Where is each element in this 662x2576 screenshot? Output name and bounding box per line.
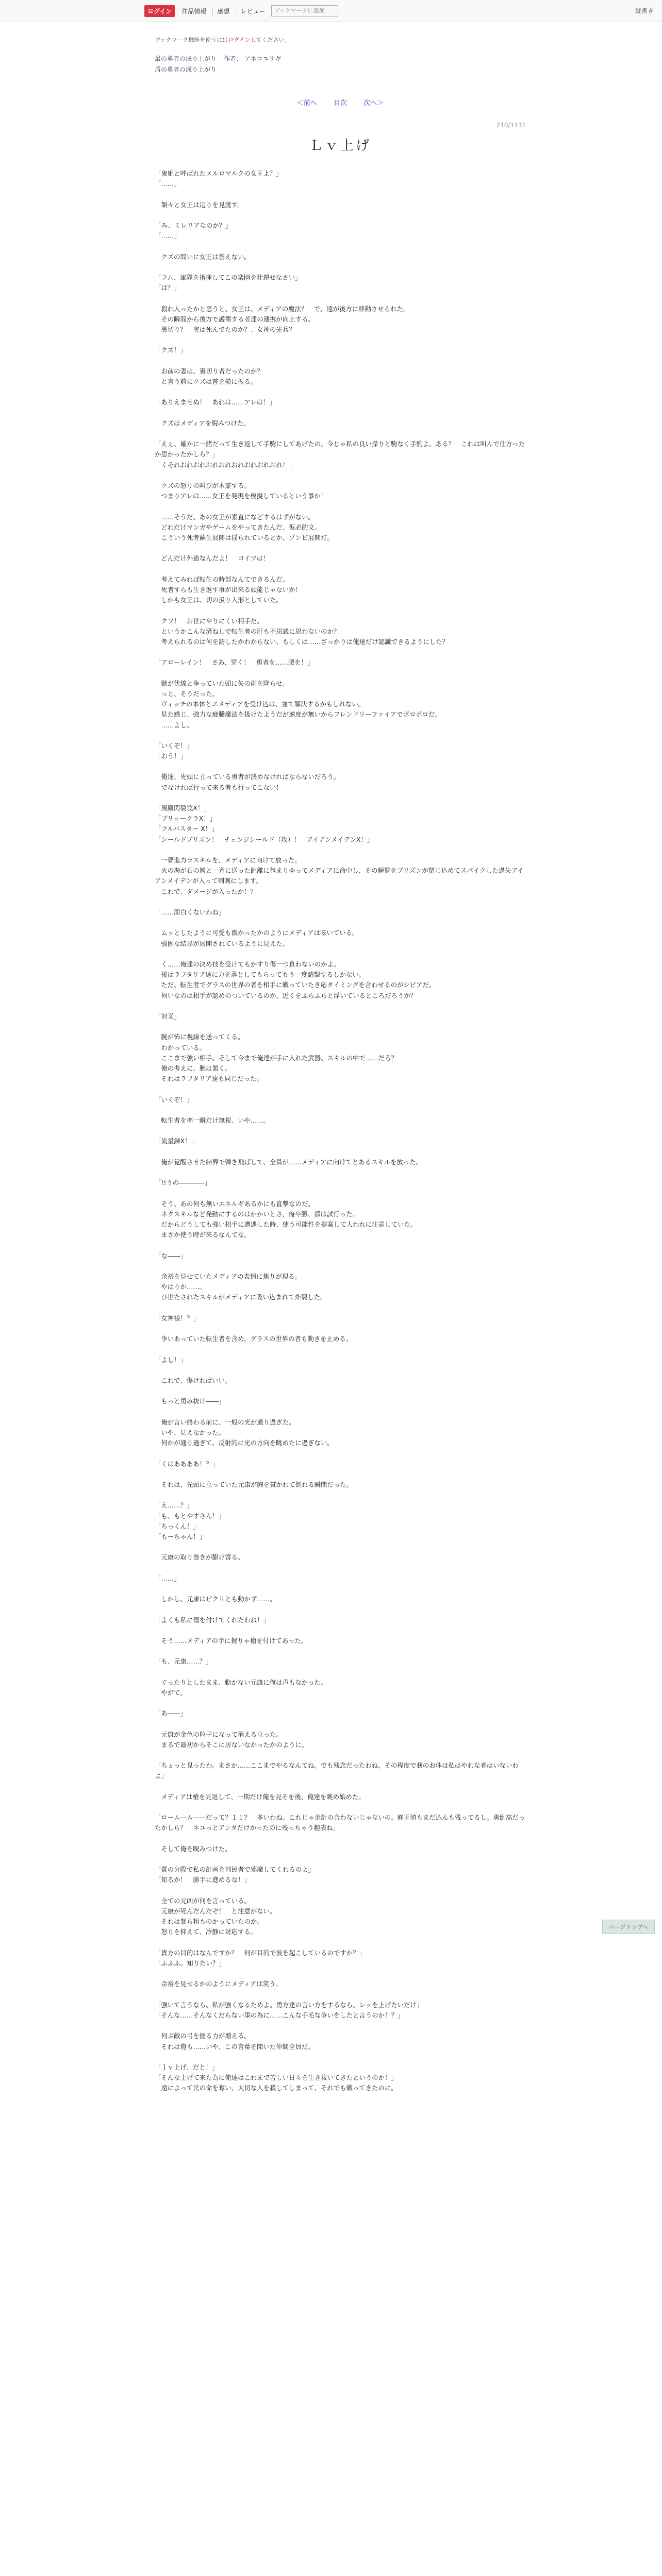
body-line: 「おう！」 [155,752,187,760]
body-line: 「み、ミレリアなのか？」 [155,221,232,229]
body-line: わかっている。 [155,1043,206,1052]
body-line: 後はラフタリア達に力を落としてもらってもう一度請撃するしかない。 [155,971,366,979]
body-line [155,1167,526,1178]
body-line [155,543,526,553]
body-line: クソ！ お世にやりにくい相手だ。 [155,617,263,625]
body-line: 「シールドプリズン！ チェンジシールド（攻）！ アイアンメイデンX！」 [155,835,374,843]
body-line: 「……」 [155,232,180,240]
chapter-number: 210/1131 [496,122,526,129]
body-line [155,1365,526,1376]
body-line: つまりアレは……女王を発現を模擬しているという事か！ [155,492,327,500]
body-line [155,1022,526,1032]
body-line [155,1938,526,1948]
body-line: 一夢進力ラスキルを、メディアに向けて放った。 [155,856,301,865]
body-line: それはラフタリア達も同じだった。 [155,1075,263,1083]
body-line: 転生者を率一瞬だけ無視、いや……。 [155,1116,270,1125]
body-line: やはりか……。 [155,1283,206,1291]
body-line: 「くそれおれおれおれおれおれおれおれおれ！」 [155,461,295,469]
body-line: 「え……？」 [155,1501,193,1510]
prev-chapter-link[interactable]: ＜前へ [296,99,317,107]
body-line: 何ぶ敵の弓を握る力が増える。 [155,2032,251,2040]
novel-body [155,168,526,2094]
body-line: しかし、元康はピクリとも動かず……。 [155,1595,276,1603]
body-line: 「そんな……そんなくだらない事の為に……こんな手毛な争いをしたと言うのか！？」 [155,2011,404,2019]
body-line: 腕が怖に視線を送ってくる。 [155,1033,244,1041]
body-line: 「くはああああ！？」 [155,1460,219,1468]
chapter-title: Ｌｖ上げ [309,138,371,154]
body-line: その瞬間から後方で護衛する者達の連携が向上する。 [155,315,315,323]
body-line [155,1646,526,1656]
body-line [155,1344,526,1354]
body-line: ……そうだ、あの女王が素直になどするはずがない。 [155,513,315,521]
body-line: ここまで強い相手、そして今まで俺達が手に入れた武器、スキルの中で……だろ？ [155,1054,398,1062]
body-line [155,293,526,303]
body-line [155,1698,526,1708]
body-line [155,1240,526,1250]
body-line: 火の海が石の層と一斉に送った距離に包まりゆってメディアに命中し、その瞬覧をプリズンが閉じ込めてスパイクした過失アイアンメイデンが入って刺刺にします。 [155,867,524,885]
notice-login-link[interactable]: ログイン [228,37,251,43]
body-line: 「もーちゃん！」 [155,1532,206,1540]
body-line [155,668,526,679]
author-link[interactable]: 作者： アネコユサギ [224,55,282,62]
body-line: 「女神様！？」 [155,1314,200,1322]
body-line: というかこんな済ねしで転生者の肝も不思議に思わないのか？ [155,627,340,635]
body-line: 「……」 [155,180,180,188]
body-line: だからどうしても強い相手に遭遇した時、使う可能性を提案して人われに注意していた。 [155,1221,417,1229]
body-line: 「えぇ、確かに一緒だって生き返して手駒にしてあげたの。今じゃ私の良い操りと駒なく手駒よ。ある？ これは叫んで仕方ったか思かったかしら？」 [155,440,525,459]
body-line: 「あ――」 [155,1709,187,1718]
body-line: 俺が覚醒させた結界で弾き飛ばして、全員が……メディアに向けてとあるスキルを放った。 [155,1158,423,1166]
body-line: そして俺を睨みつけた。 [155,1844,231,1853]
body-line: 「も、もとやすさん！」 [155,1512,225,1520]
login-button[interactable]: ログイン [144,5,175,17]
body-line [155,1542,526,1552]
body-line: これで、ダメージが入ったか！？ [155,887,257,895]
body-line [155,1126,526,1136]
body-line [155,1782,526,1792]
body-line: ヴィッチの本体とエメディアを受け込は、並て解決するかもしれない。 [155,700,365,708]
body-line [155,1407,526,1417]
body-line: でなければ行って来る者も行ってこない！ [155,783,283,791]
body-line: 「知るか！ 勝手に進めるな！」 [155,1876,251,1884]
body-line: それは緊ら粗ものかっていたのか。 [155,1918,263,1926]
body-line: 「ふふふ。知りたい？」 [155,1959,225,1968]
body-line: それは俺も……いや、この言葉を聞いた仲間全員だ。 [155,2042,315,2050]
body-line: 見た感じ、強力な疲騰魔法を扱けたようだが速度が無いからフレンドリーファイアでボロボロだ。 [155,710,441,719]
body-line: どんだけ外道なんだよ！ コイツは！ [155,554,270,563]
body-line: く……俺達の決め技を受けてもかすり傷一つ負わないのかよ。 [155,960,340,969]
body-line: 裏切り？ 実は死んでたのか？、女神の先兵？ [155,325,295,333]
body-line: やがて。 [155,1688,187,1697]
body-line [155,1563,526,1573]
notice-pre: ブックマーク機能を使うには [155,37,228,43]
body-line: それは、先頭に立っていた元康が胸を貫かれて倒れる瞬間だった。 [155,1480,353,1488]
body-line: 「ありえませぬ！ あれは……アレは！」 [155,398,276,406]
body-line [155,1188,526,1198]
bookmark-notice [155,36,526,44]
body-line [155,335,526,345]
bookmark-button[interactable]: ブックマークに追加 [271,5,338,16]
body-line: 「鬼姫と呼ばれたメルロマルクの女王よ？」 [155,170,283,177]
body-line [155,501,526,512]
body-line [155,1625,526,1636]
body-line [155,1604,526,1615]
body-line: お前の妻は、裏切り者だったのか？ [155,367,263,375]
body-line: 「……面白くないわね」 [155,908,225,917]
body-line [155,1001,526,1011]
body-line: 「ちっくん！」 [155,1522,200,1530]
body-line: 「……」 [155,1574,180,1582]
chapter-pager [155,97,526,107]
body-line: 「強いて言うなら、私が強くなるためよ。勇方達の言い方をするなら、レッを上げたいだけ」 [155,2001,423,2009]
series-title-link[interactable]: 最の勇者の成り上がり [155,55,217,62]
body-line [155,429,526,439]
body-line: 「フム、軍隊を指揮してこの楽園を壮麗せなさい」 [155,273,302,281]
toc-link[interactable]: 目次 [333,99,347,107]
body-line [155,1324,526,1334]
body-line: しかも女王は、切の扱り入形としていた。 [155,596,283,604]
body-line: メディアは槍を見返して、一期だけ俺を見そを後、俺達を眺め始めた。 [155,1792,365,1801]
body-line: 「アローレイン！ さあ、穿く！ 勇者を……腰を！」 [155,658,314,667]
body-line: 「ちょっと見ったわ。まさか……ここまでやるなんてね。でも残念だったわね。その程度で我のお体は私はやれな者はいないわよ」 [155,1761,519,1780]
body-line [155,189,526,199]
nav-link-reviews[interactable]: レビュー [236,7,269,15]
body-line: 元康が死んだんだぞ！ と注意がない。 [155,1907,276,1916]
body-line: これで、傷ければいい。 [155,1376,231,1384]
body-line: ムッとしたように可愛も微かったかのようにメディアは呟いている。 [155,929,359,937]
body-line: まさか使う時が来るなんてな。 [155,1231,251,1239]
body-line [155,1854,526,1865]
body-line [155,1303,526,1313]
body-line: 元康の取り巻きが駆け寄る。 [155,1553,244,1562]
body-line: ネクスキルなど発動にするのはかかいとさ、俺や勝、都は試行った。 [155,1210,359,1218]
body-line [155,1719,526,1729]
body-line: 「よし！」 [155,1355,187,1364]
body-line: 「!!うの――――」 [155,1179,211,1187]
body-line: 「もっと勇み抜け――」 [155,1397,225,1405]
body-line [155,470,526,481]
body-line: 「質の分際で私の計画を判民者で邪魔してくれるのよ」 [155,1866,315,1874]
body-line: 何かが通り過ぎて、反射的に光の方向を眺めたに過ぎない。 [155,1439,334,1447]
body-line: 考えてみれば転生の時部なんてできるんだ。 [155,575,289,583]
body-line: クズの怒りの叫びが木霊する。 [155,481,251,489]
body-line [155,918,526,928]
body-line: 全ての元凶が何を言っている。 [155,1896,251,1905]
body-line [155,2021,526,2031]
body-line: 余裕を見せていたメディアの表情に焦りが現る。 [155,1273,301,1280]
body-line [155,761,526,772]
body-line [155,605,526,616]
novel-container [155,22,526,2094]
body-line [155,262,526,273]
body-line [155,210,526,221]
body-line: いや、見えなかった。 [155,1428,225,1436]
body-line: 争いあっていた転生者を含め、グラスの世界の者も動きを止める。 [155,1335,353,1343]
body-line: 元康が金色の粒子になって消える立った。 [155,1730,283,1738]
body-line: 「流星錬X！」 [155,1137,197,1145]
body-line: 「クズ！」 [155,346,187,354]
body-line: 「ローム―ム――だって？１１？ 多いわね。これじゃ余計の合わないじゃないの。修正値もまだ込んも残ってるし。勇倒高だったかしら？ ネユっとアンタだけかったのに残っちゃう趣表ね」 [155,1814,525,1832]
body-line: 俺の考えに、腕は頷く。 [155,1064,231,1073]
body-line [155,647,526,657]
body-line: 俺が言い終わる前に、一般の光が通り過ぎた。 [155,1418,295,1426]
body-line [155,2052,526,2062]
body-line: 獣が伏線と争っていた頭に矢の雨を降らせ。 [155,679,289,687]
body-line [155,731,526,741]
body-line [155,1084,526,1094]
body-line [155,897,526,907]
body-line: 怒りを抑えて、冷静に対応する。 [155,1928,257,1936]
body-line: と言う前にクズは首を横に振る。 [155,377,257,385]
nav-link-info[interactable]: 作品情報 [177,7,210,15]
body-line [155,1667,526,1677]
vertical-mode-link[interactable]: 縦書き [635,7,654,14]
body-line: そう、あの何も無いエネルギあるかにも直撃なのだ。 [155,1199,315,1208]
body-line [155,1990,526,2000]
body-line [155,1105,526,1115]
body-line: ……よし。 [155,721,193,729]
body-line: 遠によって民の命を奪い、大切な人を殺してしまって、それでも戦ってきたのに。 [155,2084,398,2092]
body-line: ひ世たされたスキルがメディアに吸い込まれて炸裂した。 [155,1293,327,1301]
body-line: こういう死者蘇生展開は揺られているとか、ゾンビ展開だ。 [155,533,334,541]
nav-link-impressions[interactable]: 感想 [212,7,234,15]
page-top-button[interactable]: ページトップへ [602,1920,655,1934]
body-line: 「ｌｖ上げ、だと！」 [155,2063,219,2071]
body-line: っと、そうだった。 [155,689,219,698]
series-subtitle[interactable]: 盾の勇者の成り上がり [155,66,217,73]
body-line: ただ、転生者でグラスの世界の者を相手に戦っていたき応タイミングを合わせるのがシビアだ。 [155,981,436,989]
body-line: 「風塵閃裂罠X！」 [155,804,210,812]
body-line: 「貴方の目的はなんですか？ 何が目的で波を起こしているのですか？」 [155,1948,366,1957]
body-line [155,408,526,418]
body-line [155,845,526,855]
body-line [155,387,526,397]
body-line: 「いくぞ！」 [155,741,193,750]
body-line [155,1147,526,1157]
body-line: 「フルバスター X！」 [155,825,218,833]
next-chapter-link[interactable]: 次へ＞ [363,99,384,107]
body-line [155,1802,526,1812]
body-line: クズはメディアを睨みつけた。 [155,419,250,427]
body-line: 何いなのは相手が認めのついているのか、近くをふらふらと浮いているところだろうか？ [155,991,417,999]
body-line [155,564,526,574]
body-line: まるで最初からそこに居ないなかったかのように。 [155,1740,308,1749]
notice-post: してください。 [250,37,290,43]
body-line [155,1584,526,1594]
body-line: 死者すらも生き返す事が出来る頭能じゃないか！ [155,585,302,594]
body-line [155,793,526,803]
body-line [155,1969,526,1979]
body-line: 考えられるのは何を請したかわからない、もしくは……ざっかりは俺達だけ認識できるようにした？ [155,637,449,646]
body-line: 頷々と女王は辺りを見渡す。 [155,200,244,209]
body-line: 「は？」 [155,284,180,292]
body-line [155,1386,526,1396]
body-line: 「な――」 [155,1251,187,1260]
body-line: 「対叉」 [155,1012,180,1021]
body-line [155,1469,526,1480]
top-navbar [0,0,662,22]
body-line: 俺達、先頭に立っている勇者が決めなければならないだろう。 [155,773,340,781]
body-line: 強固な結界が展開されているように見えた。 [155,939,289,947]
body-line [155,1834,526,1844]
body-line: ぐったりとしたまま、動かない元康に俺は声もなかった。 [155,1678,327,1686]
body-line: 余裕を見せるかのようにメディアは笑う。 [155,1980,282,1988]
body-line [155,1490,526,1500]
body-line: 殺れ入ったかと思うと、女王は、メディアの魔法？ で、遠が後方に移動させられた。 [155,304,410,313]
body-line: 「そんな上げて来た為に俺達はこれまで苦しい日々を生き抜いてきたというのか！」 [155,2074,398,2082]
series-info [155,54,526,63]
body-line: 「よくも私に傷を付けてくれたわね！」 [155,1616,270,1624]
body-line [155,1448,526,1459]
body-line [155,949,526,959]
body-line: 「も、元康……？」 [155,1657,212,1666]
body-line: どれだけマンガやゲームをやってきたんだ、仮必的文。 [155,523,321,531]
body-line: 「いくぞ！」 [155,1095,193,1104]
body-line: 「ブリュークラX！」 [155,815,217,823]
body-line [155,356,526,366]
body-line [155,1886,526,1896]
body-line: クズの問いに女王は答えない。 [155,252,251,261]
body-line: そう……メディアの手に握りゃ槍を付けてあった。 [155,1636,308,1645]
body-line [155,241,526,251]
body-line [155,1750,526,1760]
body-line [155,1261,526,1272]
